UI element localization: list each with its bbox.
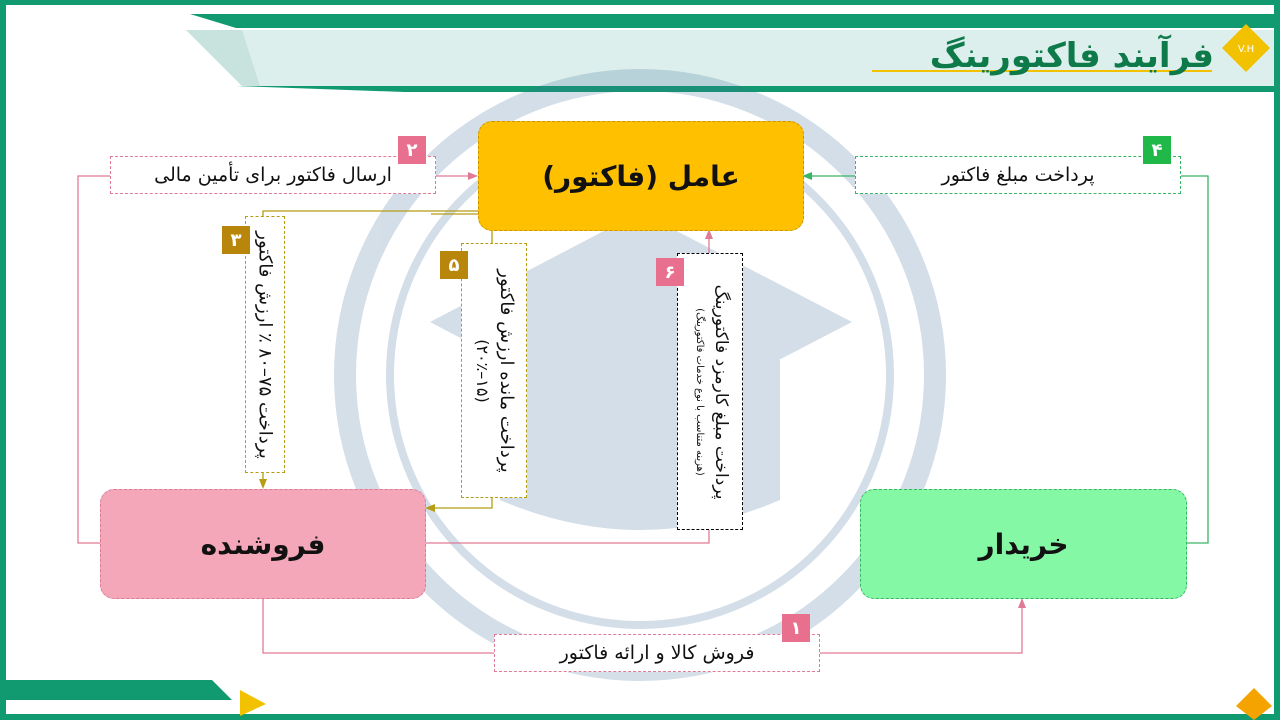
step-4-badge: ۴ (1143, 136, 1171, 164)
step-1-label (494, 634, 820, 672)
page-title: فرآیند فاکتورینگ (929, 36, 1214, 76)
step-1-badge: ۱ (782, 614, 810, 642)
node-agent: عامل (فاکتور) (478, 121, 804, 231)
step-3-label (245, 216, 285, 473)
author-badge: V.H (1237, 44, 1255, 55)
step-6-text-group (688, 284, 732, 499)
step-1-text: فروش کالا و ارائه فاکتور (559, 642, 755, 664)
footer-band (0, 680, 232, 700)
footer-accent (240, 690, 266, 716)
step-2-label (110, 156, 436, 194)
step-3-badge: ۳ (222, 226, 250, 254)
header-band-top (190, 14, 1274, 28)
step-5-text: پرداخت مانده ارزش فاکتور (496, 268, 517, 473)
step-5-text-group (470, 269, 518, 472)
step-5-badge: ۵ (440, 251, 468, 279)
node-buyer: خریدار (860, 489, 1187, 599)
node-seller: فروشنده (100, 489, 426, 599)
step-3-text: پرداخت ۷۵–۸۰ ٪ ارزش فاکتور (254, 230, 276, 459)
step-4-text: پرداخت مبلغ فاکتور (941, 164, 1095, 186)
step-6-text: پرداخت مبلغ کارمزد فاکتورینگ (711, 284, 731, 499)
step-6-subtext: (هزینه متناسب با نوع خدمات فاکتورینگ) (694, 307, 705, 476)
step-6-label (677, 253, 743, 530)
corner-diamond (1236, 688, 1272, 720)
step-5-label (461, 243, 527, 498)
step-4-label (855, 156, 1181, 194)
step-2-badge: ۲ (398, 136, 426, 164)
step-6-badge: ۶ (656, 258, 684, 286)
step-2-text: ارسال فاکتور برای تأمین مالی (154, 164, 392, 186)
step-5-subtext: (۱۵–۲۰٪) (473, 338, 492, 403)
header-band-bottom (236, 86, 1274, 92)
